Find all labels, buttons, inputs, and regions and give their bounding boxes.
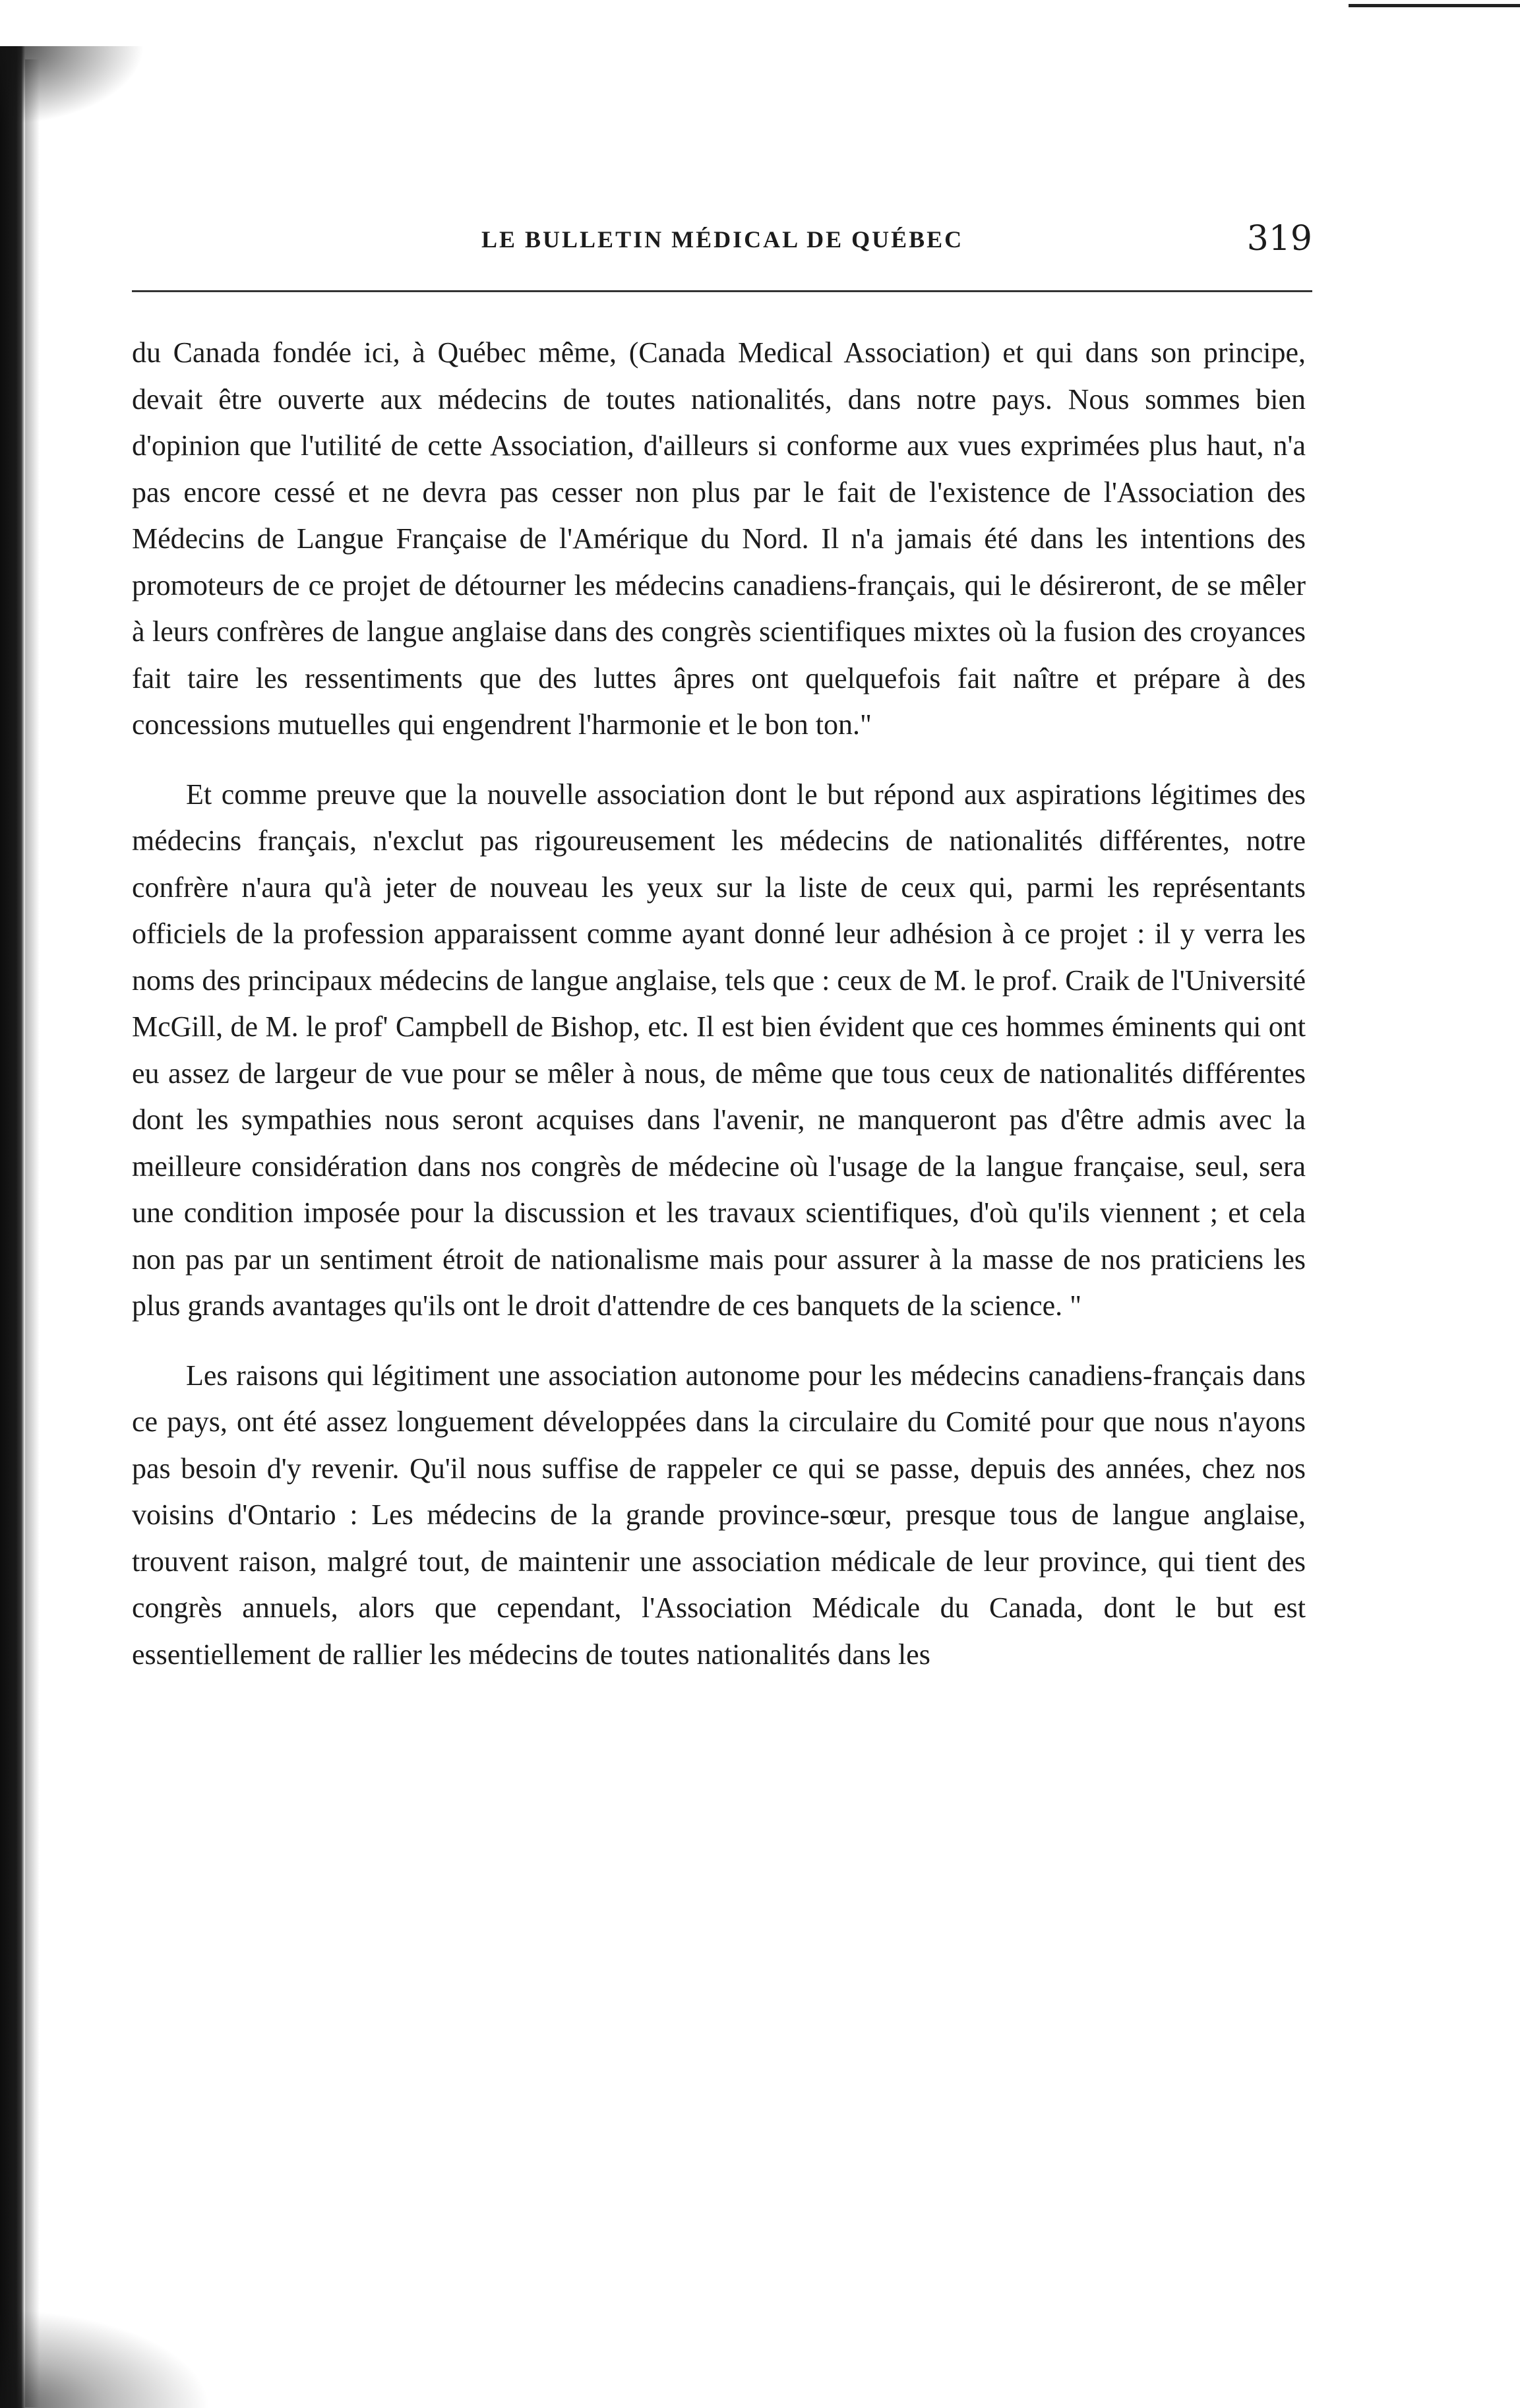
scan-corner-top: [0, 46, 145, 125]
body-text: [132, 330, 1306, 2308]
paragraph-1: du Canada fondée ici, à Québec même, (Canada Medical Association) et qui dans son principe, devait être ouverte aux médecins de toutes nationalités, dans notre pays. Nous sommes bien d'opinion que l'utilité de cette Association, d'ailleurs si conforme aux vues exprimées plus haut, n'a pas encore cessé et ne devra pas cesser non plus par le fait de l'existence de l'Association des Médecins de Langue Française de l'Amérique du Nord. Il n'a jamais été dans les intentions des promoteurs de ce projet de détourner les médecins canadiens-français, qui le désireront, de se mêler à leurs confrères de langue anglaise dans des congrès scientifiques mixtes où la fusion des croyances fait taire les ressentiments que des luttes âpres ont quelquefois fait naître et prépare à des concessions mutuelles qui engendrent l'harmonie et le bon ton.": [132, 336, 1306, 741]
page-number: 319: [1246, 219, 1312, 259]
running-header: [132, 218, 1312, 277]
paragraph-3: Les raisons qui légitiment une association autonome pour les médecins canadiens-français dans ce pays, ont été assez longuement développées dans la circulaire du Comité pour que nous n'ayons pas besoin d'y revenir. Qu'il nous suffise de rappeler ce qui se passe, depuis des années, chez nos voisins d'Ontario : Les médecins de la grande province-sœur, presque tous de langue anglaise, trouvent raison, malgré tout, de maintenir une association médicale de leur province, qui tient des congrès annuels, alors que cependant, l'Association Médicale du Canada, dont le but est essentiellement de rallier les médecins de toutes nationalités dans les: [132, 1359, 1306, 1671]
scan-corner-bottom: [0, 2309, 211, 2408]
scan-top-edge: [1349, 4, 1520, 7]
journal-title: LE BULLETIN MÉDICAL DE QUÉBEC: [481, 226, 964, 253]
binding-shadow: [25, 59, 40, 2407]
paragraph-2: Et comme preuve que la nouvelle association dont le but répond aux aspirations légitimes des médecins français, n'exclut pas rigoureusement les médecins de nationalités différentes, notre confrère n'aura qu'à jeter de nouveau les yeux sur la liste de ceux qui, parmi les représentants officiels de la profession apparaissent comme ayant donné leur adhésion à ce projet : il y verra les noms des principaux médecins de langue anglaise, tels que : ceux de M. le prof. Craik de l'Université McGill, de M. le prof' Campbell de Bishop, etc. Il est bien évident que ces hommes éminents qui ont eu assez de largeur de vue pour se mêler à nous, de même que tous ceux de nationalités différentes dont les sympathies nous seront acquises dans l'avenir, ne manqueront pas d'être admis avec la meilleure considération dans nos congrès de médecine où l'usage de la langue française, seul, sera une condition imposée pour la discussion et les travaux scientifiques, d'où qu'ils viennent ; et cela non pas par un sentiment étroit de nationalisme mais pour assurer à la masse de nos praticiens les plus grands avantages qu'ils ont le droit d'attendre de ces banquets de la science. ": [132, 778, 1306, 1322]
page-binding-edge: [0, 46, 25, 2408]
header-rule: [132, 290, 1312, 292]
